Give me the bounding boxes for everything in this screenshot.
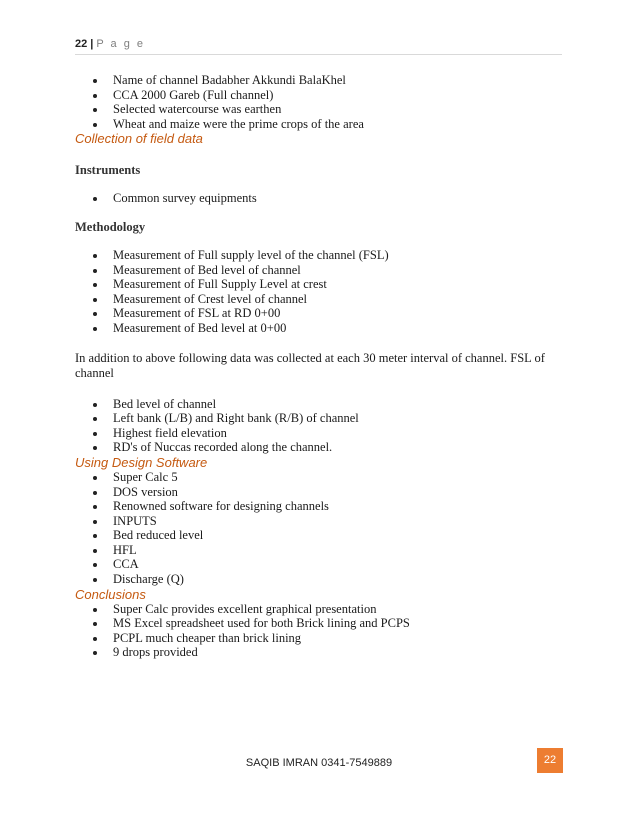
header-page-word: P a g e (96, 38, 145, 50)
list-item: PCPL much cheaper than brick lining (75, 631, 562, 646)
collection-heading: Collection of field data (75, 131, 203, 147)
document-body (75, 73, 562, 660)
list-item: Selected watercourse was earthen (75, 102, 562, 117)
intro-list (75, 73, 562, 131)
instruments-heading: Instruments (75, 163, 141, 178)
interval-list (75, 397, 562, 455)
collection-paragraph: In addition to above following data was collected at each 30 meter interval of channel. FSL of channel (75, 350, 545, 381)
footer-page-number: 22 (537, 748, 563, 773)
list-item: DOS version (75, 485, 562, 500)
list-item: 9 drops provided (75, 645, 562, 660)
list-item: Measurement of Full Supply Level at crest (75, 277, 562, 292)
list-item: Common survey equipments (75, 191, 562, 206)
list-item: Left bank (L/B) and Right bank (R/B) of channel (75, 411, 562, 426)
list-item: Measurement of Bed level at 0+00 (75, 321, 562, 336)
list-item: CCA 2000 Gareb (Full channel) (75, 88, 562, 103)
list-item: Bed reduced level (75, 528, 562, 543)
design-heading: Using Design Software (75, 454, 208, 470)
list-item: Super Calc provides excellent graphical presentation (75, 602, 562, 617)
list-item: MS Excel spreadsheet used for both Brick lining and PCPS (75, 616, 562, 631)
instruments-list (75, 191, 562, 206)
list-item: RD's of Nuccas recorded along the channel. (75, 440, 562, 455)
list-item: Renowned software for designing channels (75, 499, 562, 514)
list-item: Measurement of FSL at RD 0+00 (75, 306, 562, 321)
header-separator: | (90, 38, 94, 50)
list-item: INPUTS (75, 514, 562, 529)
list-item: Bed level of channel (75, 397, 562, 412)
list-item: CCA (75, 557, 562, 572)
list-item: Discharge (Q) (75, 572, 562, 587)
footer-author: SAQIB IMRAN 0341-7549889 (245, 757, 393, 769)
list-item: HFL (75, 543, 562, 558)
list-item: Measurement of Full supply level of the channel (FSL) (75, 248, 562, 263)
methodology-list (75, 248, 562, 336)
header-page-number: 22 (75, 38, 88, 50)
list-item: Measurement of Bed level of channel (75, 263, 562, 278)
list-item: Measurement of Crest level of channel (75, 292, 562, 307)
design-list (75, 470, 562, 587)
list-item: Highest field elevation (75, 426, 562, 441)
list-item: Super Calc 5 (75, 470, 562, 485)
conclusions-heading: Conclusions (75, 586, 146, 602)
methodology-heading: Methodology (75, 219, 146, 234)
list-item: Name of channel Badabher Akkundi BalaKhel (75, 73, 562, 88)
conclusions-list (75, 602, 562, 660)
page-header (75, 38, 562, 55)
list-item: Wheat and maize were the prime crops of the area (75, 117, 562, 132)
